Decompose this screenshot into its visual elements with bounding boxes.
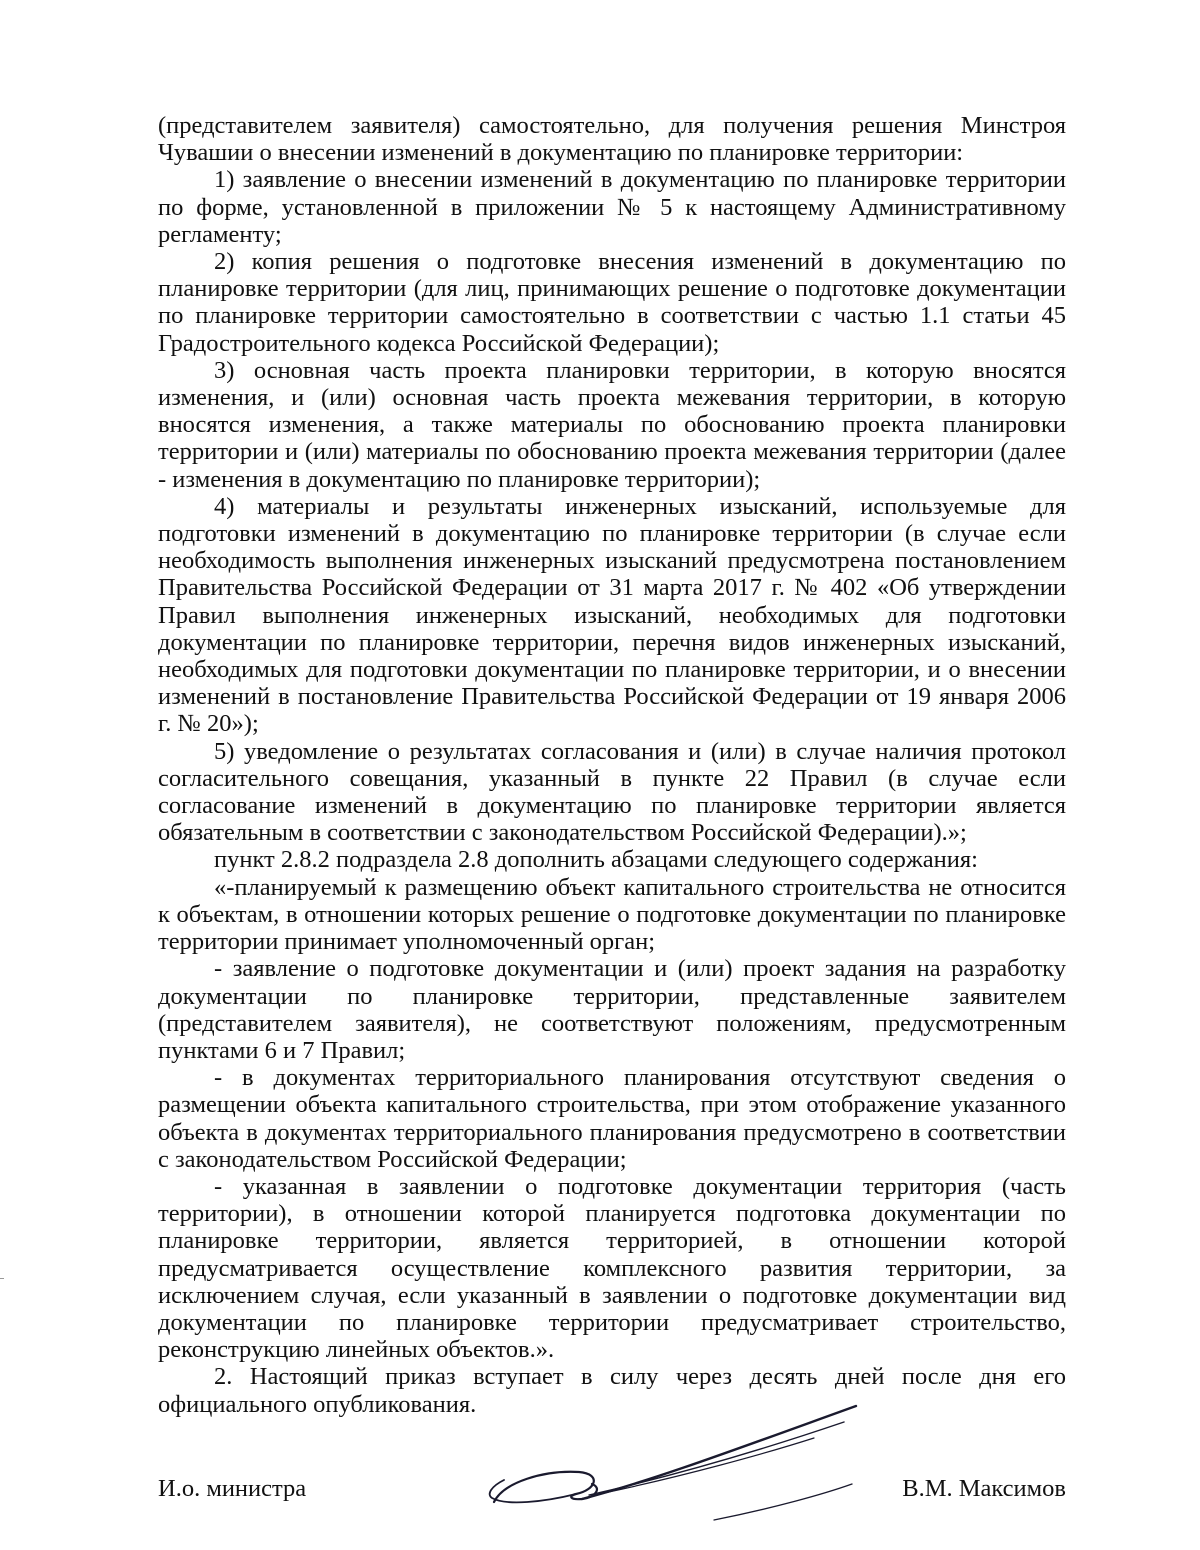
paragraph: - указанная в заявлении о подготовке документации территория (часть территории), в отношении которой планируется подготовка документации по планировке территории, является территорией, в отношении которой предусматривается осуществление комплексного развития территории, за исключением случая, если указанный в заявлении о подготовке документации вид документации по планировке территории предусматривает строительство, реконструкцию линейных объектов.».	[158, 1172, 1066, 1364]
signatory-position: И.о. министра	[158, 1475, 307, 1502]
paragraph: 3) основная часть проекта планировки территории, в которую вносятся изменения, и (или) основная часть проекта межевания территории, в которую вносятся изменения, а также материалы по обоснованию проекта планировки территории и (или) материалы по обоснованию проекта межевания территории (далее - изменения в документацию по планировке территории);	[158, 356, 1066, 493]
margin-mark	[0, 1278, 4, 1279]
paragraph: «-планируемый к размещению объект капитального строительства не относится к объектам, в отношении которых решение о подготовке документации по планировке территории принимает уполномоченный орган;	[158, 873, 1066, 956]
paragraph: 1) заявление о внесении изменений в документацию по планировке территории по форме, установленной в приложении № 5 к настоящему Административному регламенту;	[158, 166, 1066, 248]
paragraph: 2. Настоящий приказ вступает в силу через десять дней после дня его официального опубликования.	[158, 1363, 1066, 1418]
paragraph: - в документах территориального планирования отсутствуют сведения о размещении объекта капитального строительства, при этом отображение указанного объекта в документах территориального планирования предусмотрено в соответствии с законодательством Российской Федерации;	[158, 1064, 1066, 1173]
paragraph: 2) копия решения о подготовке внесения изменений в документацию по планировке территории (для лиц, принимающих решение о подготовке документации по планировке территории самостоятельно в соответствии с частью 1.1 статьи 45 Градостроительного кодекса Российской Федерации);	[158, 248, 1066, 357]
paragraph: 5) уведомление о результатах согласования и (или) в случае наличия протокол согласительного совещания, указанный в пункте 22 Правил (в случае если согласование изменений в документацию по планировке территории является обязательным в соответствии с законодательством Российской Федерации).»;	[158, 737, 1066, 847]
paragraph: - заявление о подготовке документации и (или) проект задания на разработку документации по планировке территории, представленные заявителем (представителем заявителя), не соответствуют положениям, предусмотренным пунктами 6 и 7 Правил;	[158, 955, 1066, 1064]
signature-block	[158, 1475, 1066, 1515]
signatory-name: В.М. Максимов	[902, 1475, 1066, 1502]
document-body	[158, 112, 1066, 1418]
paragraph: (представителем заявителя) самостоятельно, для получения решения Минстроя Чувашии о внесении изменений в документацию по планировке территории:	[158, 112, 1066, 167]
paragraph: 4) материалы и результаты инженерных изысканий, используемые для подготовки изменений в документацию по планировке территории (в случае если необходимость выполнения инженерных изысканий предусмотрена постановлением Правительства Российской Федерации от 31 марта 2017 г. № 402 «Об утверждении Правил выполнения инженерных изысканий, необходимых для подготовки документации по планировке территории, перечня видов инженерных изысканий, необходимых для подготовки документации по планировке территории, и о внесении изменений в постановление Правительства Российской Федерации от 19 января 2006 г. № 20»);	[158, 492, 1066, 738]
paragraph: пункт 2.8.2 подраздела 2.8 дополнить абзацами следующего содержания:	[214, 846, 978, 874]
